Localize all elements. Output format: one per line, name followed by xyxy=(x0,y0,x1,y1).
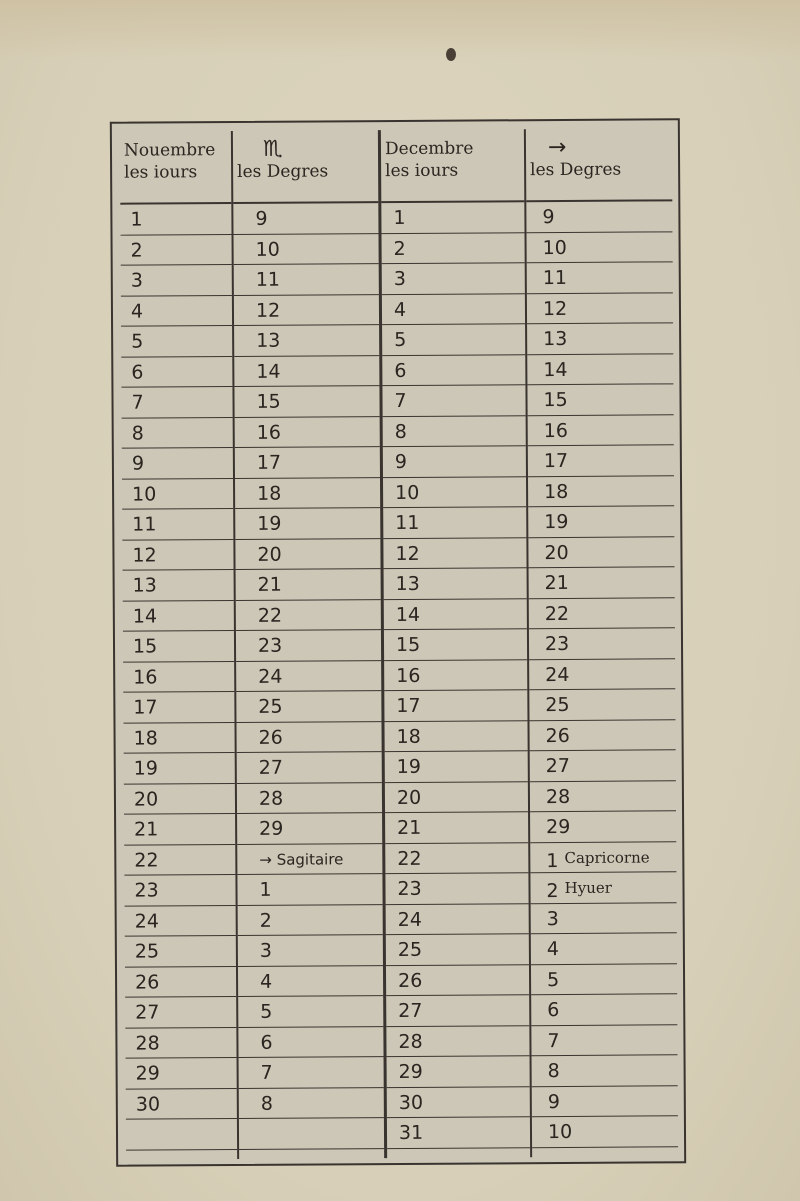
table-cell: → Sagitaire xyxy=(237,844,382,875)
table-cell: 12 xyxy=(383,538,526,569)
table-cell: 17 xyxy=(528,445,674,476)
table-cell xyxy=(530,842,676,873)
table-cell: 29 xyxy=(237,813,382,844)
table-cell: 21 xyxy=(385,812,528,843)
column-november-degrees xyxy=(233,130,387,1159)
table-cell xyxy=(530,872,676,903)
header-november xyxy=(120,131,231,205)
table-cell: 30 xyxy=(126,1088,237,1119)
table-cell: 14 xyxy=(234,356,379,387)
table-cell: 14 xyxy=(384,599,527,630)
table-cell: 25 xyxy=(386,934,529,965)
rows-november-days xyxy=(120,204,237,1150)
table-cell: 26 xyxy=(529,720,675,751)
table-cell: 7 xyxy=(121,387,232,418)
table-cell xyxy=(126,1119,237,1150)
column-december-days xyxy=(381,129,532,1158)
table-cell: 3 xyxy=(121,265,232,296)
table-cell: 6 xyxy=(121,357,232,388)
table-cell: 9 xyxy=(122,448,233,479)
table-cell: 25 xyxy=(125,936,236,967)
rows-december-days xyxy=(381,202,530,1148)
table-cell: 22 xyxy=(529,598,675,629)
table-cell: 28 xyxy=(125,1027,236,1058)
table-cell: 4 xyxy=(238,966,383,997)
table-cell: 7 xyxy=(531,1025,677,1056)
table-cell: 20 xyxy=(385,782,528,813)
table-cell: 24 xyxy=(125,905,236,936)
table-cell: 16 xyxy=(528,415,674,446)
table-cell: 29 xyxy=(126,1058,237,1089)
table-cell: 30 xyxy=(387,1087,530,1118)
table-cell: 23 xyxy=(124,875,235,906)
table-cell: 23 xyxy=(529,628,675,659)
table-cell: 23 xyxy=(385,873,528,904)
table-cell: 20 xyxy=(124,783,235,814)
table-cell: 6 xyxy=(238,1027,383,1058)
table-cell: 12 xyxy=(122,540,233,571)
table-cell: 2 xyxy=(121,235,232,266)
table-cell: 14 xyxy=(123,601,234,632)
table-cell: 4 xyxy=(531,933,677,964)
table-cell: 3 xyxy=(531,903,677,934)
table-cell: 19 xyxy=(235,508,380,539)
table-cell: 18 xyxy=(384,721,527,752)
column-november-days xyxy=(120,131,239,1160)
table-cell: 3 xyxy=(382,263,525,294)
table-cell: 4 xyxy=(382,294,525,325)
rows-december-degrees xyxy=(526,201,678,1147)
table-cell: 28 xyxy=(530,781,676,812)
table-cell: 10 xyxy=(526,232,672,263)
table-cell: 26 xyxy=(236,722,381,753)
engraved-table-plate xyxy=(110,118,686,1166)
table-cell: 25 xyxy=(529,689,675,720)
hyuer-label: Hyuer xyxy=(564,878,612,897)
header-sagittarius-degrees xyxy=(526,128,672,202)
table-cell: 15 xyxy=(527,384,673,415)
table-cell: 23 xyxy=(236,630,381,661)
table-cell: 26 xyxy=(386,965,529,996)
table-cell: 19 xyxy=(385,751,528,782)
table-cell: 10 xyxy=(532,1116,678,1147)
table-cell: 31 xyxy=(387,1117,530,1148)
header-scorpio-degrees xyxy=(233,130,378,204)
table-cell: 3 xyxy=(238,935,383,966)
table-cell: 4 xyxy=(121,296,232,327)
table-cell: 7 xyxy=(239,1057,384,1088)
table-cell: 16 xyxy=(384,660,527,691)
table-cell: 17 xyxy=(384,690,527,721)
table-cell: 19 xyxy=(124,753,235,784)
table-cell: 21 xyxy=(529,567,675,598)
table-cell: 8 xyxy=(532,1055,678,1086)
table-cell: 8 xyxy=(383,416,526,447)
table-cell: 27 xyxy=(125,997,236,1028)
table-cell: 24 xyxy=(236,661,381,692)
table-cell: 22 xyxy=(124,844,235,875)
table-cell: 20 xyxy=(528,537,674,568)
table-cell: 5 xyxy=(121,326,232,357)
table-cell: 15 xyxy=(384,629,527,660)
table-cell: 13 xyxy=(234,325,379,356)
table-cell: 25 xyxy=(236,691,381,722)
table-cell: 9 xyxy=(526,201,672,232)
table-cell: 18 xyxy=(123,723,234,754)
sagittarius-arrow-icon: → xyxy=(547,134,567,161)
table-cell: 10 xyxy=(383,477,526,508)
header-days-label: les iours xyxy=(385,160,459,182)
table-cell: 24 xyxy=(386,904,529,935)
table-cell: 6 xyxy=(531,994,677,1025)
table-cell: 1 xyxy=(120,204,231,235)
table-cell: 26 xyxy=(125,966,236,997)
table-cell: 17 xyxy=(235,447,380,478)
table-cell: 8 xyxy=(239,1088,384,1119)
table-cell: 27 xyxy=(237,752,382,783)
capricorne-label: Capricorne xyxy=(564,847,650,867)
degree-number: 1 xyxy=(546,849,559,872)
table-cell: 9 xyxy=(233,203,378,234)
table-cell: 5 xyxy=(238,996,383,1027)
column-december-degrees xyxy=(526,128,678,1157)
table-cell: 27 xyxy=(386,995,529,1026)
header-days-label: les iours xyxy=(124,162,198,183)
table-cell: 2 xyxy=(382,233,525,264)
table-cell: 1 xyxy=(381,202,524,233)
table-cell: 19 xyxy=(528,506,674,537)
table-cell: 20 xyxy=(235,539,380,570)
table-cell: 7 xyxy=(382,385,525,416)
table-cell: 27 xyxy=(530,750,676,781)
table-cell xyxy=(239,1118,384,1149)
ink-spot xyxy=(446,48,456,61)
table-cell: 5 xyxy=(531,964,677,995)
calendar-table xyxy=(120,128,678,1159)
paper-stain xyxy=(0,0,800,60)
table-cell: 9 xyxy=(383,446,526,477)
table-cell: 11 xyxy=(234,264,379,295)
table-cell: 21 xyxy=(124,814,235,845)
table-cell: 14 xyxy=(527,354,673,385)
degree-number: 2 xyxy=(546,880,559,903)
table-cell: 13 xyxy=(384,568,527,599)
table-cell: 9 xyxy=(532,1086,678,1117)
table-cell: 2 xyxy=(238,905,383,936)
header-degrees-label: les Degres xyxy=(530,159,622,181)
table-cell: 15 xyxy=(123,631,234,662)
table-cell: 21 xyxy=(236,569,381,600)
table-cell: 10 xyxy=(234,234,379,265)
table-cell: 29 xyxy=(387,1056,530,1087)
table-cell: 1 xyxy=(237,874,382,905)
table-cell: 28 xyxy=(386,1026,529,1057)
table-cell: 22 xyxy=(385,843,528,874)
table-cell: 10 xyxy=(122,479,233,510)
table-cell: 28 xyxy=(237,783,382,814)
table-cell: 29 xyxy=(530,811,676,842)
header-month-label: Nouembre xyxy=(123,140,216,161)
header-december xyxy=(381,129,524,203)
table-cell: 13 xyxy=(123,570,234,601)
table-cell: 24 xyxy=(529,659,675,690)
table-cell: 12 xyxy=(527,293,673,324)
table-cell: 13 xyxy=(527,323,673,354)
table-cell: 6 xyxy=(382,355,525,386)
table-cell: 18 xyxy=(235,478,380,509)
scorpio-sign-icon: ♏ xyxy=(262,136,283,162)
table-cell: 17 xyxy=(123,692,234,723)
table-cell: 11 xyxy=(383,507,526,538)
table-cell: 11 xyxy=(122,509,233,540)
rows-november-degrees xyxy=(233,203,384,1149)
table-cell: 12 xyxy=(234,295,379,326)
table-cell: 15 xyxy=(234,386,379,417)
table-cell: 11 xyxy=(527,262,673,293)
header-month-label: Decembre xyxy=(384,138,474,160)
table-cell: 16 xyxy=(235,417,380,448)
table-cell: 18 xyxy=(528,476,674,507)
table-cell: 5 xyxy=(382,324,525,355)
table-cell: 16 xyxy=(123,662,234,693)
header-degrees-label: les Degres xyxy=(237,161,329,182)
table-cell: 22 xyxy=(236,600,381,631)
table-cell: 8 xyxy=(122,418,233,449)
